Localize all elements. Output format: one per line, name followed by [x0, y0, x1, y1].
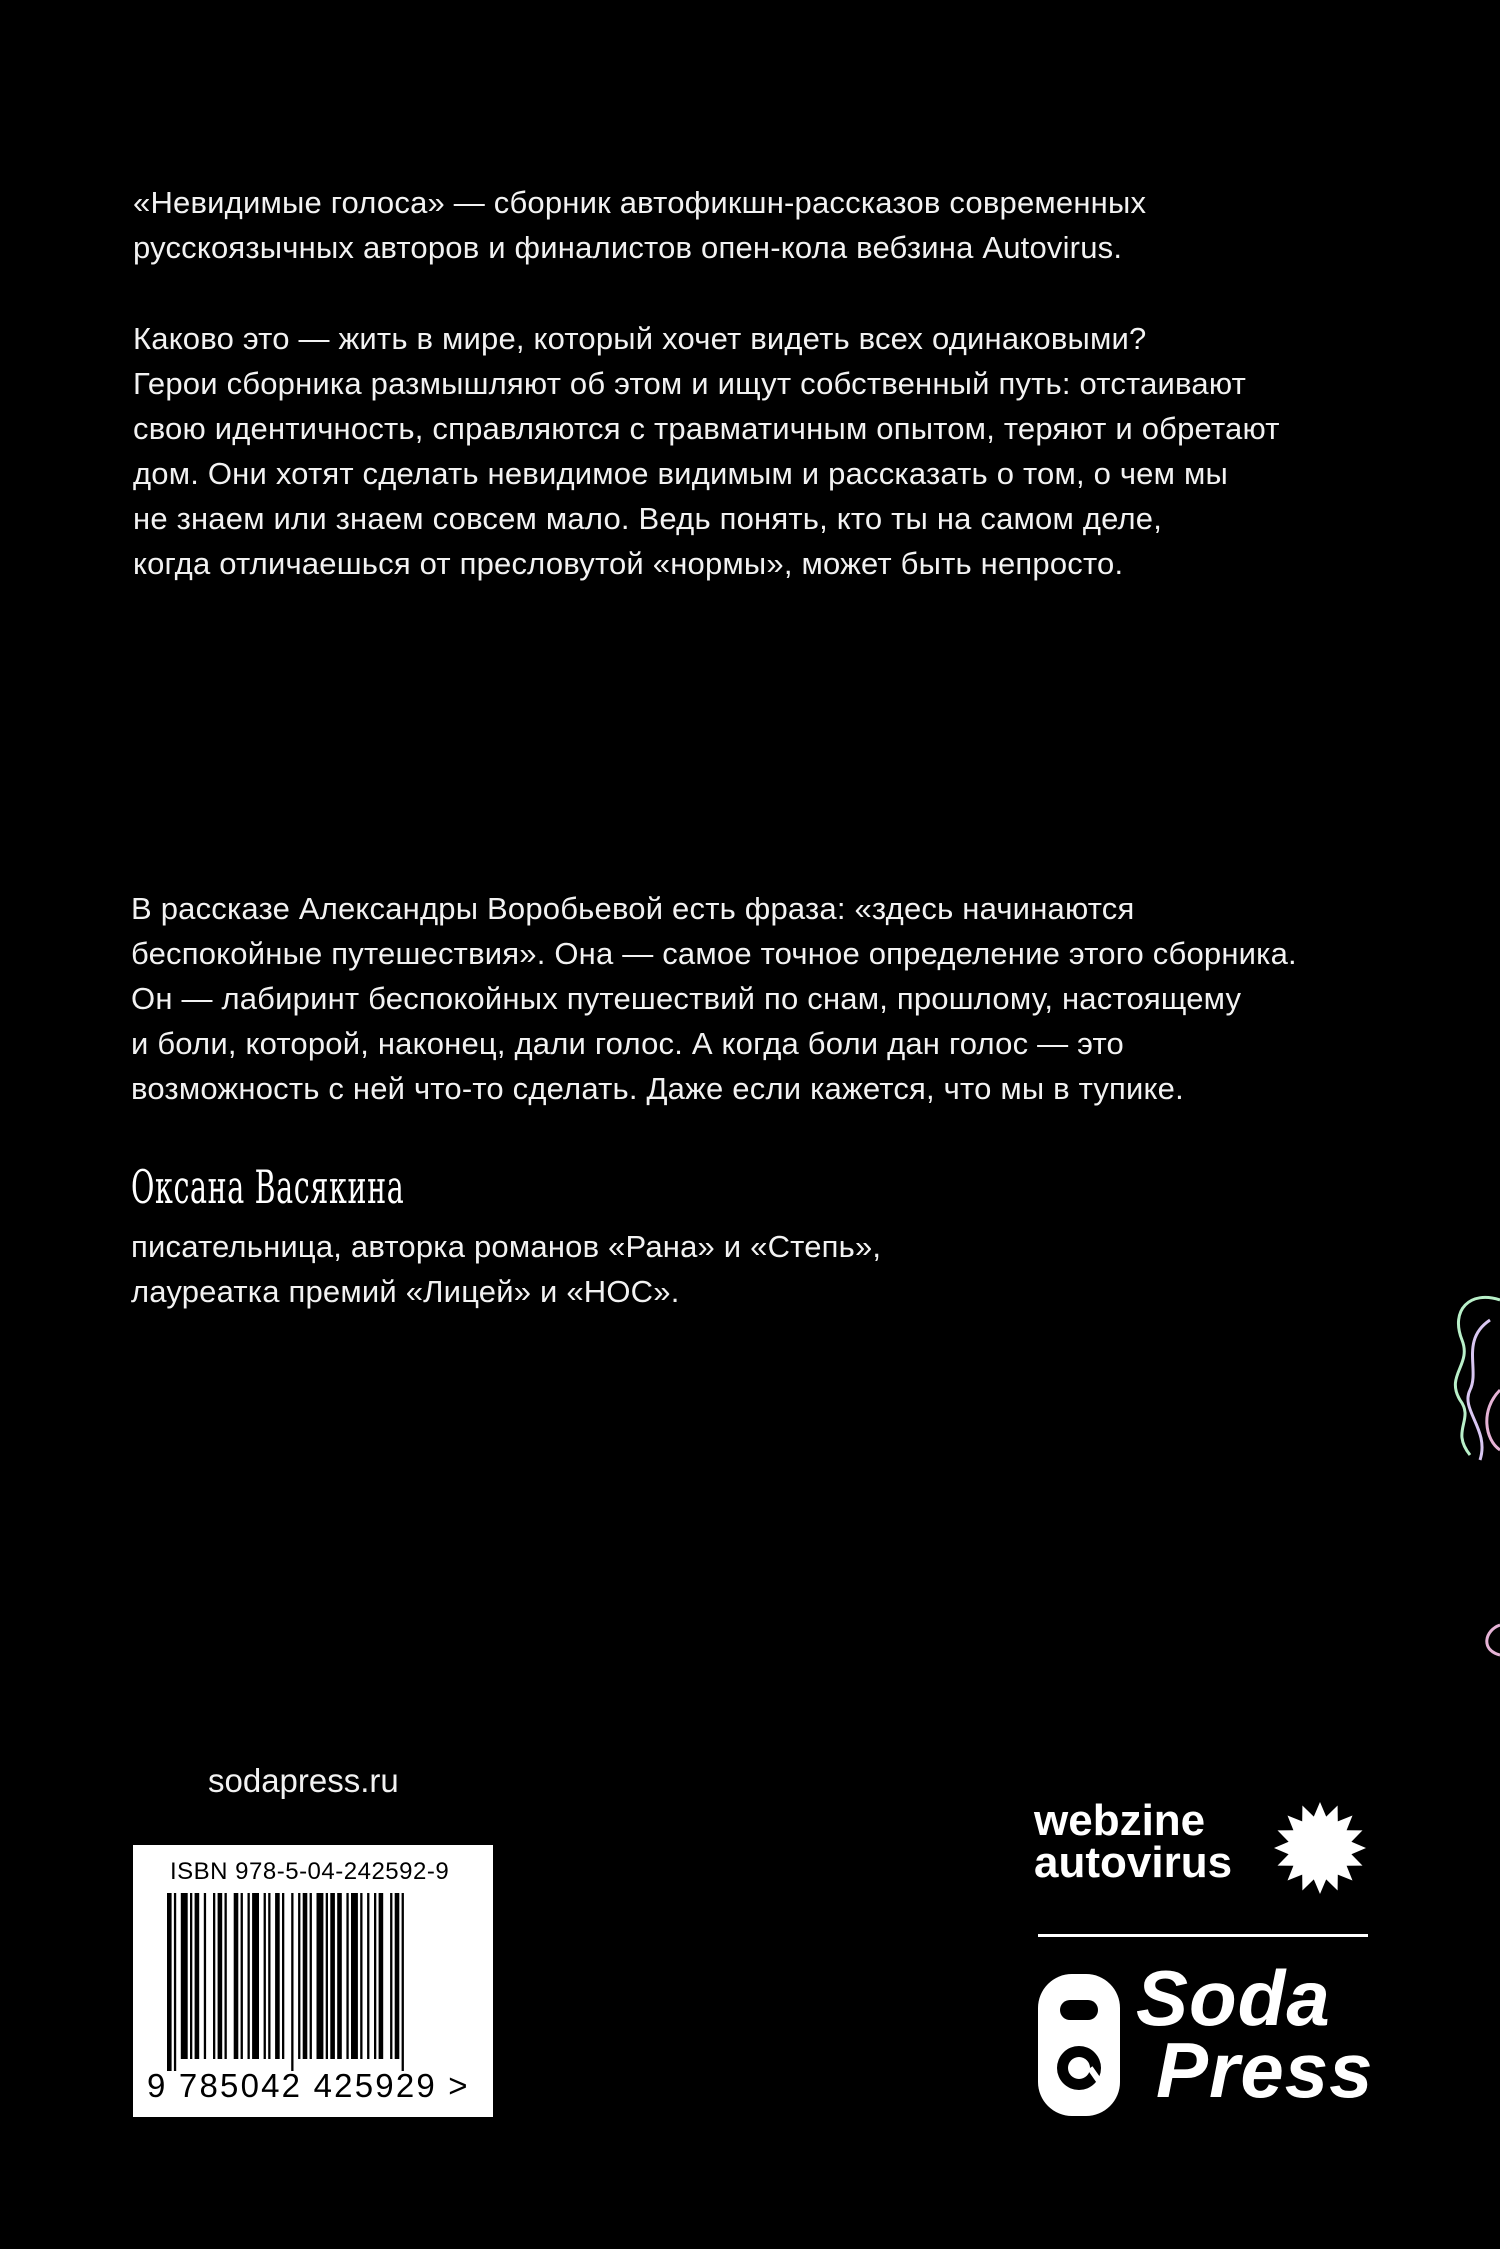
barcode-bar — [303, 1893, 308, 2059]
barcode-bar — [402, 1893, 404, 2071]
barcode-bar — [195, 1893, 200, 2059]
soda-press-logo — [1136, 1954, 1374, 2114]
blurb-line: свою идентичность, справляются с травматичным опытом, теряют и обретают — [133, 411, 1280, 446]
barcode-bar — [248, 1893, 250, 2059]
isbn-number: ISBN 978-5-04-242592-9 — [170, 1858, 450, 1885]
blurb-line: Каково это — жить в мире, который хочет видеть всех одинаковыми? — [133, 321, 1147, 356]
publisher-website: sodapress.ru — [208, 1762, 399, 1799]
barcode-bar — [241, 1893, 243, 2059]
intro-line: «Невидимые голоса» — сборник автофикшн-рассказов современных — [133, 185, 1147, 220]
logo-word: Soda — [1136, 1954, 1331, 2042]
logo-divider — [1038, 1934, 1368, 1937]
barcode-bar — [379, 1893, 384, 2059]
logo-word: webzine — [1034, 1796, 1206, 1845]
barcode-bar — [390, 1893, 392, 2059]
sun-burst-icon — [1272, 1800, 1368, 1896]
quote-line: возможность с ней что-то сделать. Даже если кажется, что мы в тупике. — [131, 1071, 1184, 1106]
review-quote — [131, 886, 1371, 1111]
author-bio-line: лауреатка премий «Лицей» и «НОС». — [131, 1274, 680, 1309]
quote-line: В рассказе Александры Воробьевой есть фраза: «здесь начинаются — [131, 891, 1135, 926]
barcode-bar — [291, 1893, 293, 2071]
barcode-bar — [213, 1893, 215, 2059]
barcode-bar — [282, 1893, 284, 2059]
barcode-bar — [330, 1893, 335, 2059]
decorative-doodle — [1430, 1280, 1500, 1680]
quote-author-name: Оксана Васякина — [131, 1160, 405, 1214]
barcode-bar — [326, 1893, 328, 2059]
barcode-bar — [190, 1893, 192, 2059]
author-bio-line: писательница, авторка романов «Рана» и «Степь», — [131, 1229, 882, 1264]
blurb-line: Герои сборника размышляют об этом и ищут собственный путь: отстаивают — [133, 366, 1246, 401]
barcode-bar — [264, 1893, 266, 2059]
quote-line: Он — лабиринт беспокойных путешествий по снам, прошлому, настоящему — [131, 981, 1242, 1016]
barcode-bar — [360, 1893, 362, 2059]
barcode-bar — [367, 1893, 369, 2059]
barcode-bar — [167, 1893, 172, 2071]
barcode-bar — [204, 1893, 206, 2059]
barcode-bar — [268, 1893, 270, 2059]
barcode-bar — [351, 1893, 358, 2059]
blurb-line: дом. Они хотят сделать невидимое видимым и рассказать о том, о чем мы — [133, 456, 1228, 491]
barcode-bar — [252, 1893, 259, 2059]
barcode-bar — [374, 1893, 376, 2059]
barcode-bar — [317, 1893, 324, 2059]
sun-burst-shape — [1274, 1802, 1366, 1894]
barcode-bar — [234, 1893, 239, 2059]
intro-line: русскоязычных авторов и финалистов опен-кола вебзина Autovirus. — [133, 230, 1123, 265]
ean-digits: 9 785042 425929 > — [147, 2067, 470, 2104]
logo-word: Press — [1156, 2026, 1374, 2114]
barcode-bar — [337, 1893, 342, 2059]
barcode-bar — [310, 1893, 312, 2059]
webzine-autovirus-logo — [1034, 1796, 1233, 1887]
barcode-bar — [395, 1893, 400, 2059]
barcode-bar — [181, 1893, 188, 2059]
intro-paragraph — [133, 180, 1373, 270]
blurb-paragraph — [133, 316, 1373, 586]
barcode-bar — [346, 1893, 348, 2059]
barcode-bar — [298, 1893, 300, 2059]
quote-author-bio — [131, 1224, 1371, 1314]
barcode-bar — [275, 1893, 280, 2059]
barcode-bar — [218, 1893, 223, 2059]
soda-can-icon — [1034, 1970, 1124, 2120]
isbn-barcode — [133, 1845, 493, 2117]
quote-line: беспокойные путешествия». Она — самое точное определение этого сборника. — [131, 936, 1297, 971]
barcode-bar — [225, 1893, 227, 2059]
blurb-line: когда отличаешься от пресловутой «нормы», может быть непросто. — [133, 546, 1124, 581]
logo-word: autovirus — [1034, 1838, 1233, 1887]
quote-line: и боли, которой, наконец, дали голос. А когда боли дан голос — это — [131, 1026, 1124, 1061]
barcode-bar — [174, 1893, 176, 2071]
blurb-line: не знаем или знаем совсем мало. Ведь понять, кто ты на самом деле, — [133, 501, 1163, 536]
